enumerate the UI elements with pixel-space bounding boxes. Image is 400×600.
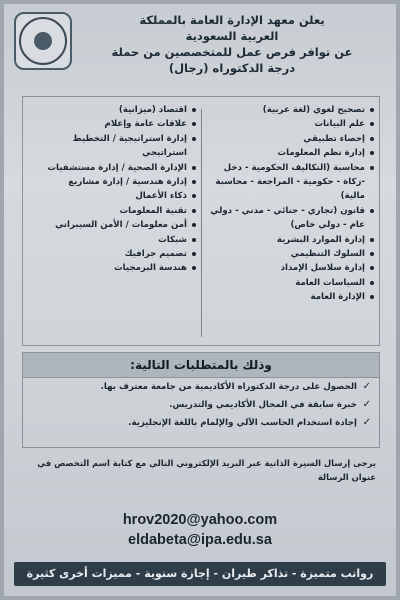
specialization-item: شبكات	[27, 233, 197, 247]
requirement-text: الحصول على درجة الدكتوراه الأكاديمية من جامعة معترف بها.	[100, 382, 357, 392]
heading-line-4: درجة الدكتوراه (رجال)	[168, 61, 296, 75]
specialization-item: تصميم جرافيك	[27, 247, 197, 261]
specialization-item: الإدارة الصحية / إدارة مستشفيات	[27, 161, 197, 175]
specialization-item: إحصاء تطبيقي	[205, 132, 375, 146]
specialization-item: علم البيانات	[205, 117, 375, 131]
specialization-item: إدارة هندسية / إدارة مشاريع	[27, 175, 197, 189]
requirements-box	[22, 352, 380, 448]
heading-line-2: العربية السعودية	[185, 29, 279, 43]
specialization-item: هندسة البرمجيات	[27, 261, 197, 275]
heading-line-3: عن توافر فرص عمل للمتخصصين من حملة	[111, 45, 353, 59]
specialization-item: السياسات العامة	[205, 276, 375, 290]
heading-line-1: يعلن معهد الإدارة العامة بالمملكة	[139, 13, 325, 27]
specialization-item: إدارة الموارد البشرية	[205, 233, 375, 247]
contact-emails	[4, 510, 396, 550]
specialization-item: الإدارة العامة	[205, 290, 375, 304]
specializations-list-right	[205, 103, 375, 305]
specialization-item: أمن معلومات / الأمن السيبراني	[27, 218, 197, 232]
specialization-item: إدارة استراتيجية / التخطيط استراتيجي	[27, 132, 197, 161]
requirement-text: إجادة استخدام الحاسب الآلي والإلمام باللغة الإنجليزية.	[128, 418, 357, 428]
email-link[interactable]: hrov2020@yahoo.com	[122, 512, 278, 528]
specialization-item: السلوك التنظيمي	[205, 247, 375, 261]
specialization-item: إدارة نظم المعلومات	[205, 146, 375, 160]
specialization-item: ذكاء الأعمال	[27, 189, 197, 203]
benefits-banner: رواتب متميزة - تذاكر طيران - إجازة سنوية - مميزات أخرى كثيرة	[14, 562, 386, 586]
specialization-item: تقنية المعلومات	[27, 204, 197, 218]
specialization-item: محاسبة (التكاليف الحكومية - دخل -زكاة - حكومية - المراجعة - محاسبة مالية)	[205, 161, 375, 204]
requirement-item	[23, 378, 379, 396]
institute-logo	[14, 12, 72, 70]
specializations-box	[22, 96, 380, 346]
specialization-item: اقتصاد (ميزانية)	[27, 103, 197, 117]
requirement-item	[23, 396, 379, 414]
specialization-item: تصحيح لغوي (لغة عربية)	[205, 103, 375, 117]
specialization-item: إدارة سلاسل الإمداد	[205, 261, 375, 275]
application-instructions: يرجى إرسال السيرة الذاتية عبر البريد الإلكتروني التالي مع كتابة اسم التخصص في عنوان الرسالة	[37, 458, 376, 482]
checkmark-icon: ✓	[362, 417, 371, 428]
announcement-heading	[82, 12, 382, 76]
requirements-title: وذلك بالمتطلبات التالية:	[23, 353, 379, 378]
header	[4, 4, 396, 90]
column-divider	[201, 109, 202, 337]
specializations-list-left	[27, 103, 197, 276]
job-advertisement-sheet	[4, 4, 396, 596]
requirement-text: خبرة سابقة في المجال الأكاديمي والتدريس.	[169, 400, 357, 410]
specialization-item: علاقات عامة وإعلام	[27, 117, 197, 131]
email-link[interactable]: eldabeta@ipa.edu.sa	[128, 532, 272, 548]
checkmark-icon: ✓	[362, 399, 371, 410]
checkmark-icon: ✓	[362, 381, 371, 392]
requirement-item	[23, 414, 379, 432]
specialization-item: قانون (تجاري - جنائي - مدني - دولي عام - دولي خاص)	[205, 204, 375, 233]
logo-emblem-icon	[19, 17, 67, 65]
